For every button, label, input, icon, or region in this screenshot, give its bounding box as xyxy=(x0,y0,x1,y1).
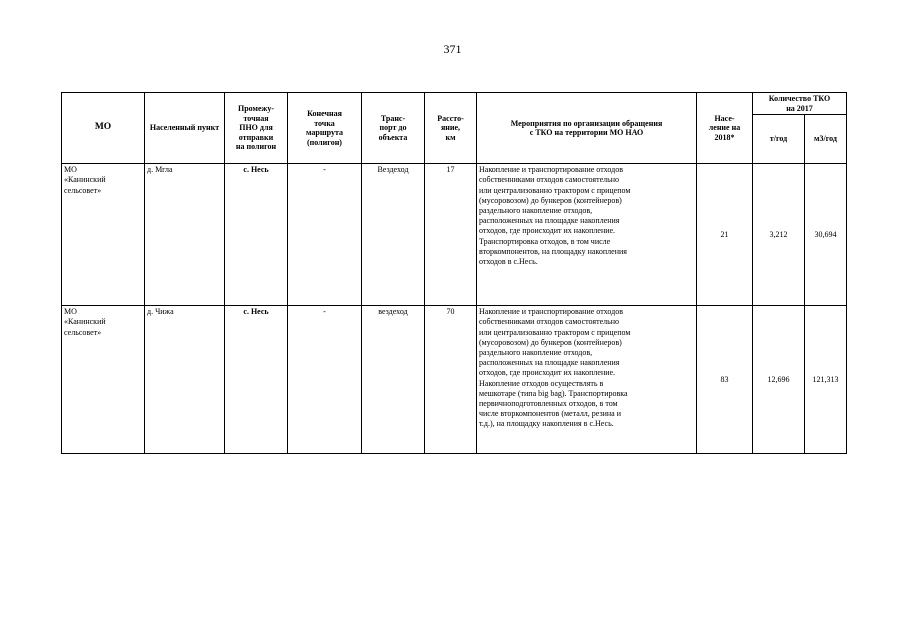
cell-distance: 17 xyxy=(425,164,477,306)
cell-population: 83 xyxy=(697,306,753,454)
header-endpoint: Конечная точка маршрута (полигон) xyxy=(288,93,362,164)
header-tpy: т/год xyxy=(753,115,805,164)
header-m3py: м3/год xyxy=(805,115,847,164)
cell-endpoint: - xyxy=(288,306,362,454)
page-number: 371 xyxy=(443,42,462,56)
header-population: Насе- ление на 2018* xyxy=(697,93,753,164)
cell-measures: Накопление и транспортирование отходов собственниками отходов самостоятельно или централизованно трактором с прицепом (мусоровозом) до бункеров (контейнеров) раздельного накопление отходов, расположенных на площадке накопления отходов, где происходит их накопление. Транспортировка отходов, в том числе вторкомпонентов, на площадку накопления отходов в с.Несь. xyxy=(477,164,697,306)
header-measures: Мероприятия по организации обращения с ТКО на территории МО НАО xyxy=(477,93,697,164)
cell-endpoint: - xyxy=(288,164,362,306)
cell-m3py: 30,694 xyxy=(805,164,847,306)
cell-mo: МО «Канинский сельсовет» xyxy=(62,164,145,306)
cell-settlement: д. Чижа xyxy=(145,306,225,454)
table-header xyxy=(62,93,847,164)
cell-tpy: 12,696 xyxy=(753,306,805,454)
header-mo: МО xyxy=(62,93,145,164)
header-settlement: Населенный пункт xyxy=(145,93,225,164)
cell-tpy: 3,212 xyxy=(753,164,805,306)
cell-measures: Накопление и транспортирование отходов собственниками отходов самостоятельно или централизованно трактором с прицепом (мусоровозом) до бункеров (контейнеров) раздельного накопление отходов, расположенных на площадке накопления отходов, где происходит их накопление. Накопление отходов осуществлять в мешкотаре (типа big bag). Транспортировка первичноподготовленных отходов, в том числе вторкомпонентов (металл, резина и т.д.), на площадку накопления в с.Несь. xyxy=(477,306,697,454)
header-transport: Транс- порт до объекта xyxy=(362,93,425,164)
cell-transport: вездеход xyxy=(362,306,425,454)
cell-mo: МО «Канинский сельсовет» xyxy=(62,306,145,454)
cell-settlement: д. Мгла xyxy=(145,164,225,306)
cell-population: 21 xyxy=(697,164,753,306)
header-distance: Рассто- яние, км xyxy=(425,93,477,164)
table-row xyxy=(62,164,847,306)
table-row xyxy=(62,306,847,454)
cell-intermediate: с. Несь xyxy=(225,306,288,454)
cell-transport: Вездеход xyxy=(362,164,425,306)
cell-intermediate: с. Несь xyxy=(225,164,288,306)
cell-distance: 70 xyxy=(425,306,477,454)
header-intermediate: Промежу- точная ПНО для отправки на полигон xyxy=(225,93,288,164)
tko-table xyxy=(61,92,847,454)
cell-m3py: 121,313 xyxy=(805,306,847,454)
header-quantity-group: Количество ТКО на 2017 xyxy=(753,93,847,115)
